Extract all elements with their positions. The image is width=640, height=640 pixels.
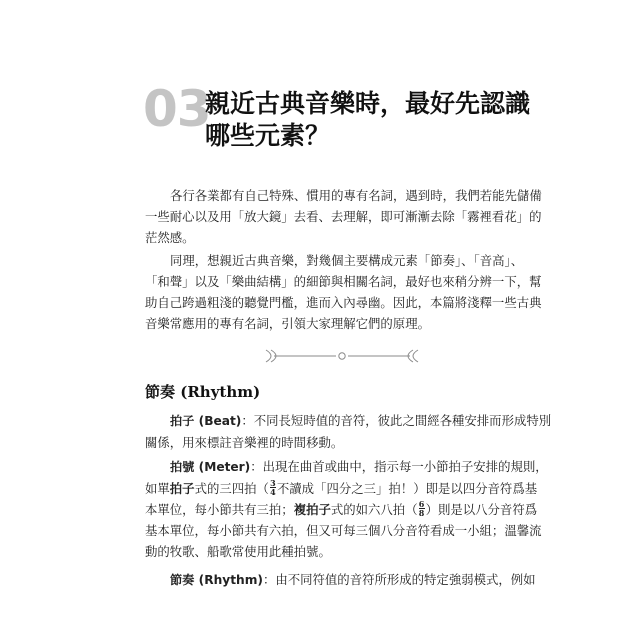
text-line [145, 410, 552, 432]
definition-beat [145, 410, 552, 453]
bold-term: 複拍子 [293, 502, 331, 517]
text-span: 不讀成「四分之三」拍！）即是以四分音符爲基 [276, 481, 538, 496]
text-span: 如單 [145, 481, 170, 496]
intro-paragraph-2 [145, 250, 545, 334]
text-line: 「和聲」以及「樂曲結構」的細節與相關名詞，最好也來稍分辨一下，幫 [145, 274, 542, 289]
chapter-header [143, 80, 613, 164]
text-span: 式的如六八拍（ [330, 502, 418, 517]
definition-rhythm [145, 569, 545, 591]
section-heading: 節奏 (Rhythm) [145, 383, 261, 401]
text-span: 本單位，每小節共有三拍； [145, 502, 294, 517]
text-span: 式的三四拍（ [194, 481, 269, 496]
chapter-title-line: 哪些元素？ [205, 121, 331, 150]
frac-denominator: 8 [418, 508, 425, 518]
bold-term: 拍子 [169, 481, 195, 496]
text-line: 動的牧歌、船歌常使用此種拍號。 [145, 544, 331, 559]
text-span: ）則是以八分音符爲 [425, 502, 538, 517]
divider-left-chevron [266, 350, 271, 362]
text-line: 一些耐心以及用「放大鏡」去看、去理解，即可漸漸去除「霧裡看花」的 [145, 209, 542, 224]
text-line: 各行各業都有自己特殊、慣用的專有名詞，遇到時，我們若能先儲備 [170, 188, 542, 203]
frac-denominator: 4 [270, 487, 276, 497]
text-line: 助自己跨過粗淺的聽覺門檻，進而入內尋幽。因此，本篇將淺釋一些古典 [145, 295, 542, 310]
text-line [145, 456, 548, 478]
definition-meter [145, 456, 548, 562]
text-line [145, 499, 545, 520]
ornamental-divider [262, 344, 422, 368]
text-line [145, 569, 545, 591]
divider-center-circle [339, 353, 345, 359]
term-meter: 拍號 (Meter) [170, 460, 251, 474]
chapter-title-line: 親近古典音樂時，最好先認識 [205, 89, 531, 118]
time-signature-6-8 [419, 500, 425, 517]
definition-text: ：不同長短時值的音符，彼此之間經各種安排而形成特別 [241, 413, 552, 428]
chapter-title [205, 88, 615, 152]
text-line: 關係，用來標註音樂裡的時間移動。 [145, 435, 344, 450]
term-beat: 拍子 (Beat) [170, 414, 242, 428]
term-rhythm: 節奏 (Rhythm) [170, 573, 263, 587]
text-line: 同理，想親近古典音樂，對幾個主要構成元素「節奏」、「音高」、 [170, 253, 524, 268]
text-line: 基本單位，每小節共有六拍，但又可每三個八分音符看成一小組；溫馨流 [145, 523, 542, 538]
definition-text: ：由不同符值的音符所形成的特定強弱模式，例如 [262, 572, 536, 587]
text-line: 茫然感。 [145, 230, 195, 245]
chapter-number: 03 [143, 80, 211, 138]
intro-paragraph-1 [145, 185, 545, 248]
frac-numerator: 6 [418, 499, 425, 509]
frac-numerator: 3 [270, 478, 276, 488]
definition-text: ：出現在曲首或曲中，指示每一小節拍子安排的規則， [250, 459, 548, 474]
text-line: 音樂常應用的專有名詞，引領大家理解它們的原理。 [145, 316, 430, 331]
time-signature-3-4 [270, 479, 276, 496]
text-line [145, 478, 545, 499]
